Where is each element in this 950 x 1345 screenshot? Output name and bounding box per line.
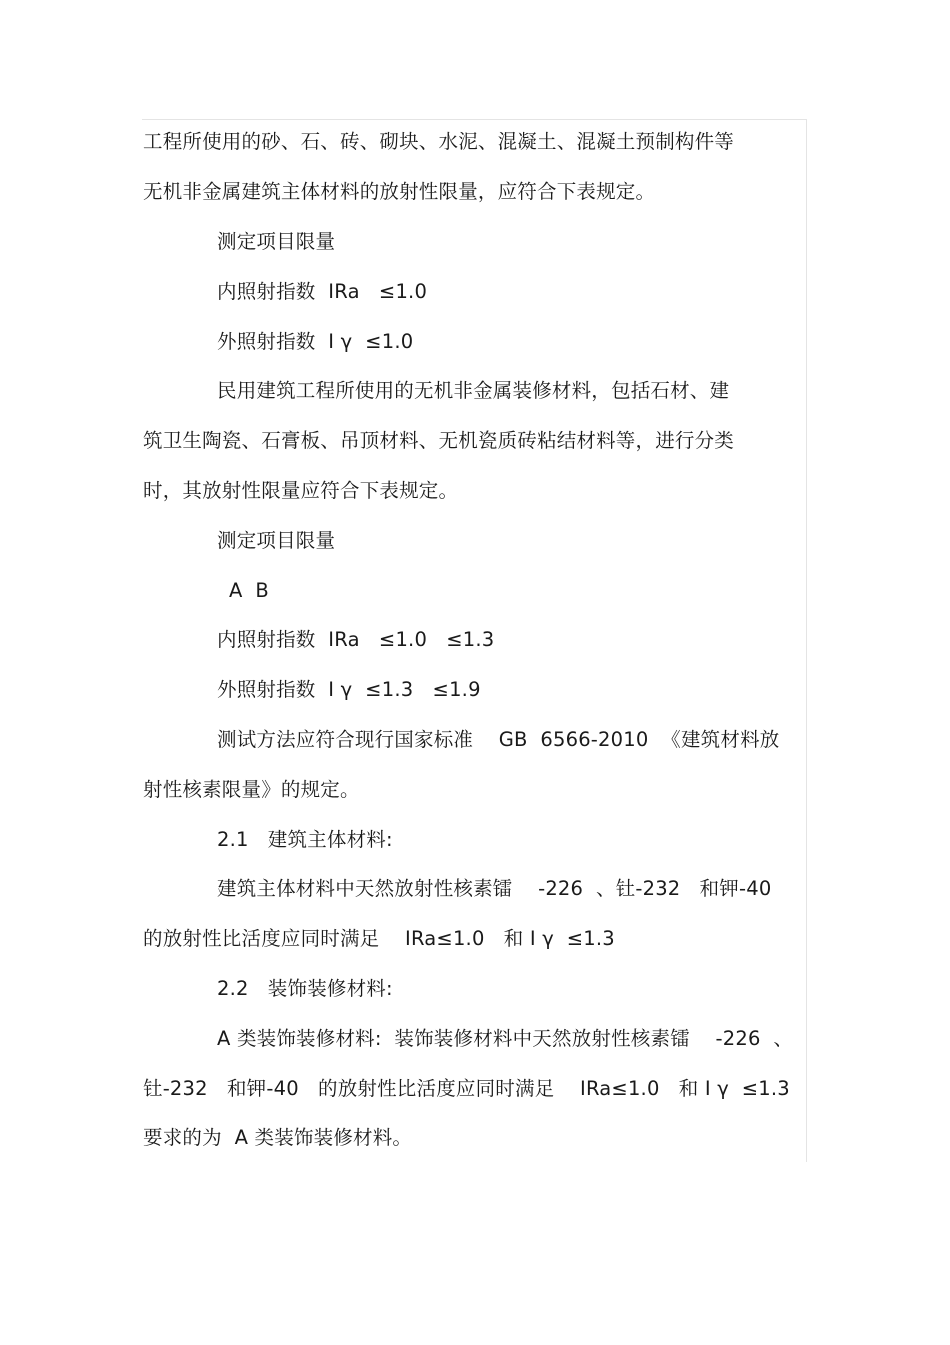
paragraph-line: 射性核素限量》的规定。 (143, 778, 360, 801)
paragraph-line: 要求的为 A 类装饰装修材料。 (143, 1126, 413, 1149)
section-heading: 2.1 建筑主体材料: (217, 828, 393, 851)
paragraph-line: A 类装饰装修材料: 装饰装修材料中天然放射性核素镭 -226 、 (217, 1027, 794, 1050)
paragraph-line: 的放射性比活度应同时满足 IRa≤1.0 和 I γ ≤1.3 (143, 927, 615, 950)
paragraph-line: 钍-232 和钾-40 的放射性比活度应同时满足 IRa≤1.0 和 I γ ≤1.3 (143, 1077, 790, 1100)
paragraph-line: 无机非金属建筑主体材料的放射性限量，应符合下表规定。 (143, 180, 656, 203)
table-column-header: A B (229, 579, 269, 602)
section-heading: 2.2 装饰装修材料: (217, 977, 393, 1000)
paragraph-line: 筑卫生陶瓷、石膏板、吊顶材料、无机瓷质砖粘结材料等，进行分类 (143, 429, 735, 452)
paragraph-line: 测试方法应符合现行国家标准 GB 6566-2010 《建筑材料放 (217, 728, 780, 751)
table-row-line: 内照射指数 IRa ≤1.0 (217, 280, 428, 303)
paragraph-line: 建筑主体材料中天然放射性核素镭 -226 、钍-232 和钾-40 (217, 877, 772, 900)
table-header-line: 测定项目限量 (217, 230, 336, 253)
table-row-line: 外照射指数 I γ ≤1.0 (217, 330, 414, 353)
paragraph-line: 工程所使用的砂、石、砖、砌块、水泥、混凝土、混凝土预制构件等 (143, 130, 735, 153)
table-row-line: 内照射指数 IRa ≤1.0 ≤1.3 (217, 628, 495, 651)
paragraph-line: 民用建筑工程所使用的无机非金属装修材料，包括石材、建 (217, 379, 730, 402)
table-row-line: 外照射指数 I γ ≤1.3 ≤1.9 (217, 678, 481, 701)
table-header-line: 测定项目限量 (217, 529, 336, 552)
paragraph-line: 时，其放射性限量应符合下表规定。 (143, 479, 459, 502)
